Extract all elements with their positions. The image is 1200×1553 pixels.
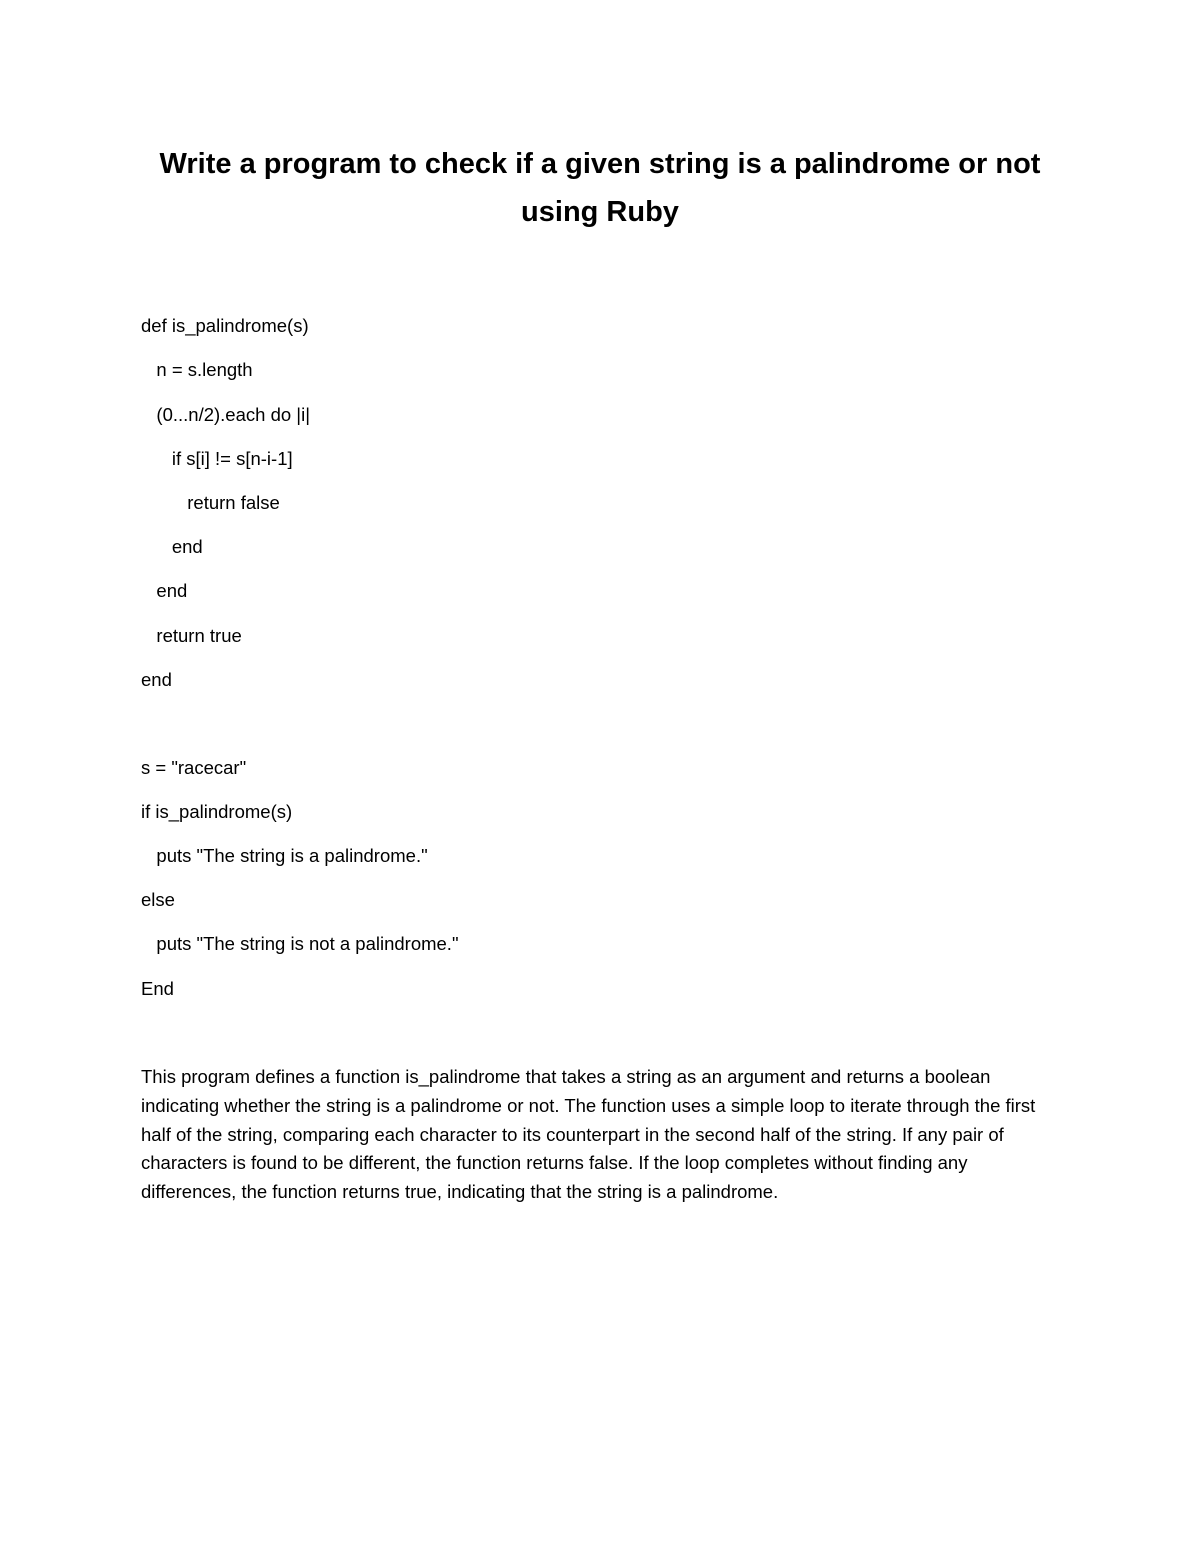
document-title: Write a program to check if a given string is a palindrome or not using Ruby <box>159 148 1041 228</box>
code-line: (0...n/2).each do |i| <box>141 404 311 425</box>
code-line: if is_palindrome(s) <box>141 801 293 822</box>
code-line: end <box>141 536 203 557</box>
code-line: end <box>141 580 188 601</box>
code-line: puts "The string is not a palindrome." <box>141 933 459 954</box>
code-line: else <box>141 889 175 910</box>
code-line: puts "The string is a palindrome." <box>141 845 428 866</box>
code-line: return true <box>141 625 242 646</box>
code-line: n = s.length <box>141 359 253 380</box>
code-line: end <box>141 669 172 690</box>
code-line: End <box>141 978 174 999</box>
code-line: return false <box>141 492 280 513</box>
code-line: if s[i] != s[n-i-1] <box>141 448 293 469</box>
code-line: def is_palindrome(s) <box>141 315 309 336</box>
description-paragraph: This program defines a function is_palindrome that takes a string as an argument and returns a boolean indicating whether the string is a palindrome or not. The function uses a simple loop to iterate through the first half of the string, comparing each character to its counterpart in the second half of the string. If any pair of characters is found to be different, the function returns false. If the loop completes without finding any differences, the function returns true, indicating that the string is a palindrome. <box>141 1066 1036 1203</box>
code-line: s = "racecar" <box>141 757 247 778</box>
